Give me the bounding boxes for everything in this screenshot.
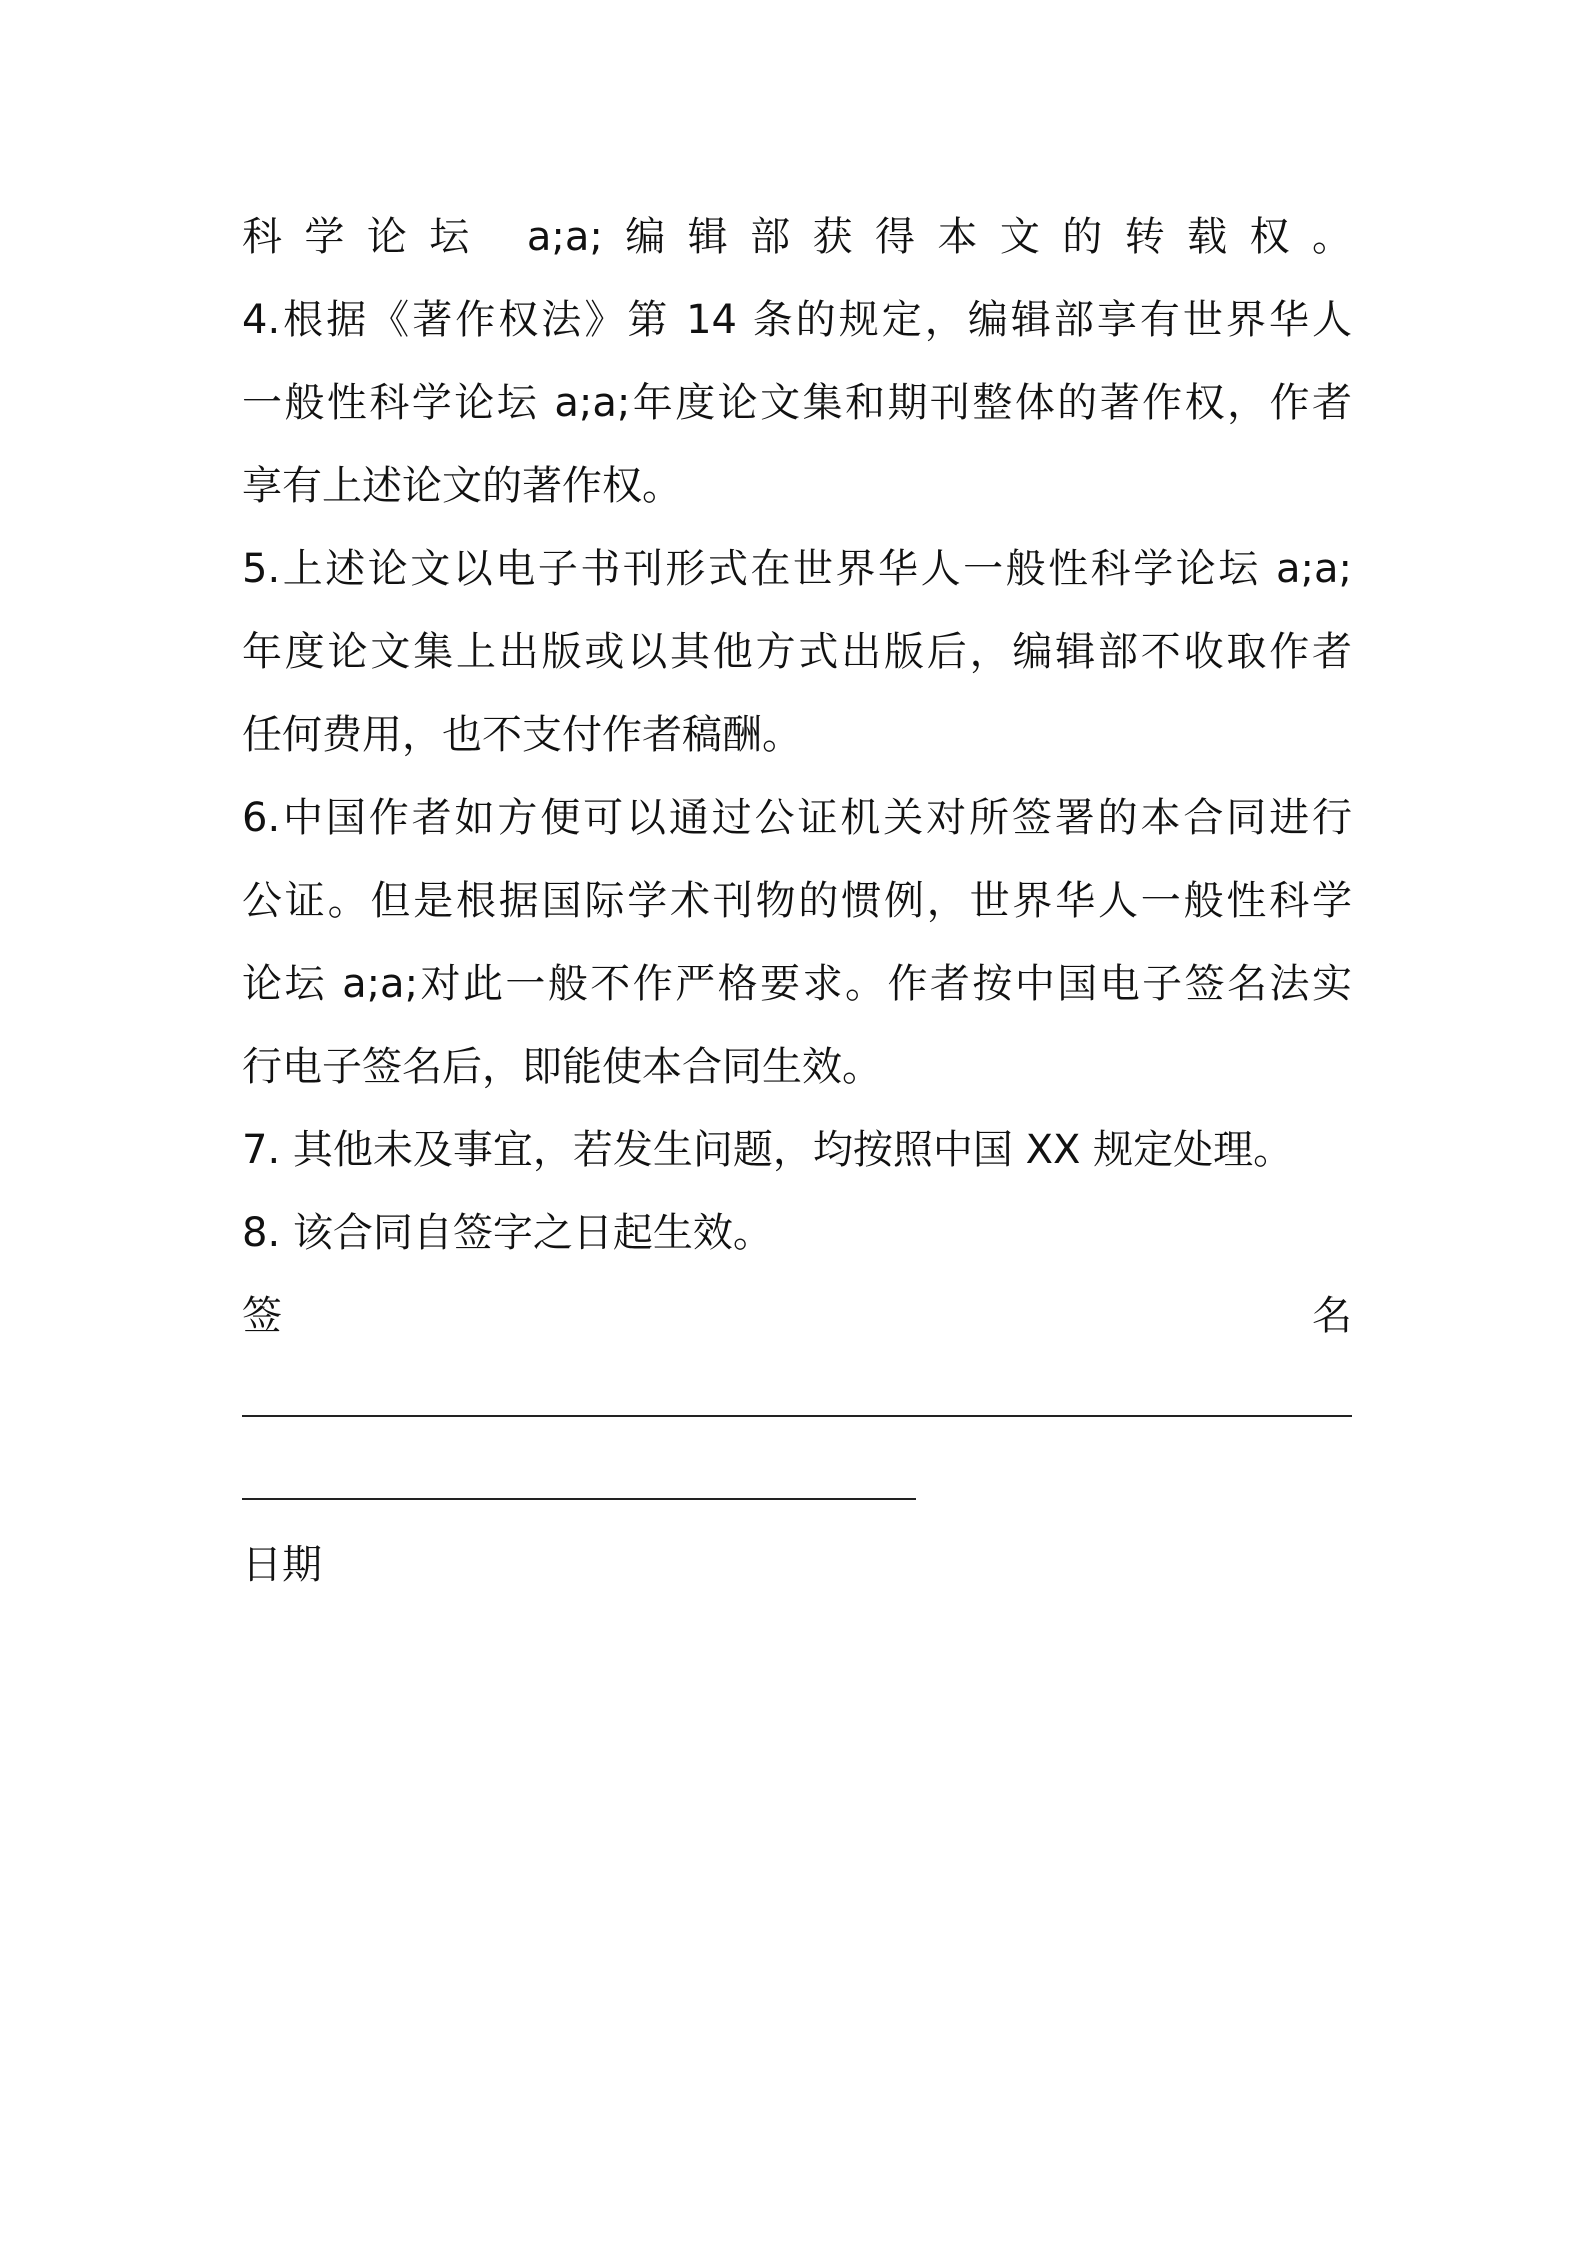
signature-line-1 bbox=[242, 1358, 1352, 1441]
signature-line-2 bbox=[242, 1441, 1352, 1524]
text-line: 年度论文集上出版或以其他方式出版后，编辑部不收取作者 bbox=[242, 629, 1352, 675]
signature-label-right: 名 bbox=[1312, 1293, 1352, 1339]
text-line: 论坛 a;a;对此一般不作严格要求。作者按中国电子签名法实 bbox=[242, 961, 1352, 1007]
signature-underline bbox=[242, 1498, 916, 1500]
text-line: 科学论坛 a;a;编辑部获得本文的转载权。 bbox=[242, 214, 1352, 260]
text-line: 公证。但是根据国际学术刊物的惯例，世界华人一般性科学 bbox=[242, 878, 1352, 924]
signature-underline bbox=[242, 1415, 1352, 1417]
text-line: 8. 该合同自签字之日起生效。 bbox=[242, 1210, 773, 1256]
text-line: 4.根据《著作权法》第 14 条的规定，编辑部享有世界华人 bbox=[242, 297, 1352, 343]
text-line: 一般性科学论坛 a;a;年度论文集和期刊整体的著作权，作者 bbox=[242, 380, 1352, 426]
text-line: 任何费用，也不支付作者稿酬。 bbox=[242, 712, 802, 758]
text-line: 7. 其他未及事宜，若发生问题，均按照中国 XX 规定处理。 bbox=[242, 1127, 1294, 1173]
text-line: 5.上述论文以电子书刊形式在世界华人一般性科学论坛 a;a; bbox=[242, 546, 1352, 592]
date-label: 日期 bbox=[242, 1542, 322, 1588]
signature-label-left: 签 bbox=[242, 1293, 282, 1339]
text-line: 享有上述论文的著作权。 bbox=[242, 463, 682, 509]
document-body bbox=[242, 196, 1352, 1607]
text-line: 行电子签名后，即能使本合同生效。 bbox=[242, 1044, 882, 1090]
signature-label-row bbox=[242, 1275, 1352, 1358]
text-line: 6.中国作者如方便可以通过公证机关对所签署的本合同进行 bbox=[242, 795, 1352, 841]
